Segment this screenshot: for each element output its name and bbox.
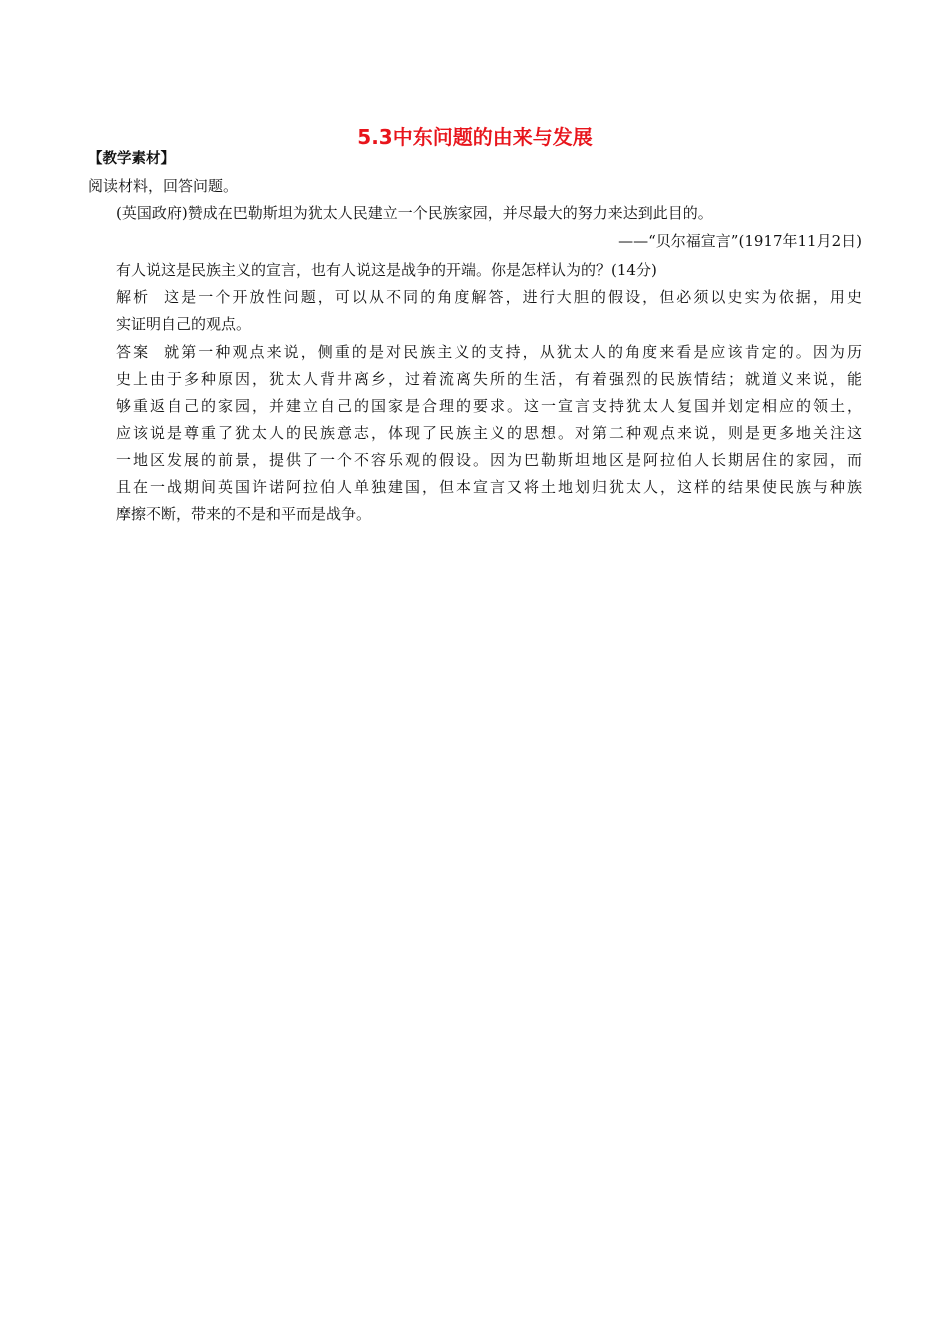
question-text: 有人说这是民族主义的宣言，也有人说这是战争的开端。你是怎样认为的？(14分) [116,261,657,279]
analysis-label: 解析 [116,288,151,306]
quote-text: (英国政府)赞成在巴勒斯坦为犹太人民建立一个民族家园，并尽最大的努力来达到此目的。 [116,204,713,222]
quote-source: ——“贝尔福宣言”(1917年11月2日) [618,232,862,250]
answer-line-6: 且在一战期间英国许诺阿拉伯人单独建国，但本宣言又将土地划归犹太人，这样的结果使民族与种族 [116,478,862,496]
section-tag: 【教学素材】 [88,151,175,167]
answer-block [116,339,862,528]
intro-text: 阅读材料，回答问题。 [88,177,239,195]
answer-line-1 [116,339,862,366]
analysis-line-2: 实证明自己的观点。 [116,315,252,333]
analysis-line-1 [116,284,862,311]
analysis-text: 这是一个开放性问题，可以从不同的角度解答，进行大胆的假设，但必须以史实为依据，用史 [164,288,862,306]
answer-label: 答案 [116,343,151,361]
answer-text: 就第一种观点来说，侧重的是对民族主义的支持，从犹太人的角度来看是应该肯定的。因为历 [164,343,862,361]
answer-line-5: 一地区发展的前景，提供了一个不容乐观的假设。因为巴勒斯坦地区是阿拉伯人长期居住的家园，而 [116,451,862,469]
answer-line-2: 史上由于多种原因，犹太人背井离乡，过着流离失所的生活，有着强烈的民族情结；就道义来说，能 [116,370,862,388]
analysis-block [116,284,862,338]
answer-line-7: 摩擦不断，带来的不是和平而是战争。 [116,505,372,523]
page-title: 5.3中东问题的由来与发展 [357,125,593,149]
answer-line-3: 够重返自己的家园，并建立自己的国家是合理的要求。这一宣言支持犹太人复国并划定相应的领土， [116,397,862,415]
answer-line-4: 应该说是尊重了犹太人的民族意志，体现了民族主义的思想。对第二种观点来说，则是更多地关注这 [116,424,862,442]
